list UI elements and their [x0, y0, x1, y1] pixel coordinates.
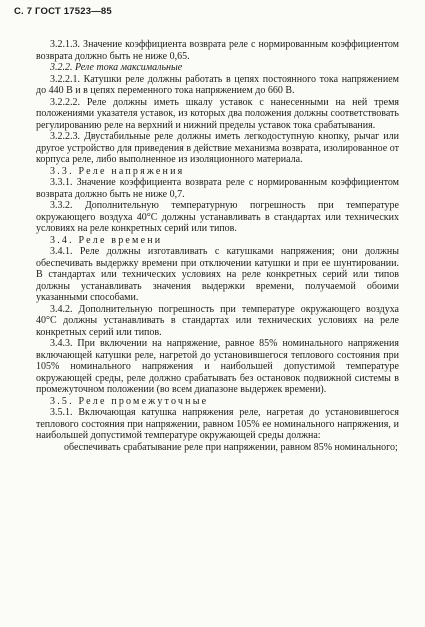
section-heading-3-5: 3.5. Реле промежуточные: [50, 395, 209, 407]
paragraph-3-5-1: 3.5.1. Включающая катушка напряжения реле, нагретая до установившегося теплового состояния при напряжении, равном 105% ее номинального напряжения, и наибольшей допустимой температуре окружающей среды должна:: [36, 407, 399, 441]
paragraph-3-2-2-1: 3.2.2.1. Катушки реле должны работать в цепях постоянного тока напряжением до 440 В и в цепях переменного тока напряжением до 660 В.: [36, 73, 399, 96]
document-body: [36, 39, 399, 453]
list-item-activation: обеспечивать срабатывание реле при напряжении, равном 85% номинального;: [64, 441, 398, 453]
section-heading-3-4: 3.4. Реле времени: [50, 234, 163, 246]
section-heading-3-3: 3.3. Реле напряжения: [50, 165, 185, 177]
paragraph-3-2-1-3: 3.2.1.3. Значение коэффициента возврата реле с нормированным коэффициентом возврата должно быть не ниже 0,65.: [36, 39, 399, 62]
running-header: С. 7 ГОСТ 17523—85: [14, 6, 112, 17]
paragraph-3-4-1: 3.4.1. Реле должны изготавливать с катушками напряжения; они должны обеспечивать выдержку времени при отключении катушки и при ее шунтировании. В стандартах или технических условиях на реле конкретных серий или типов должны устанавливать значения выдержки времени, получаемой обоими указанными способами.: [36, 246, 399, 303]
section-heading-3-2-2: 3.2.2. Реле тока максимальные: [50, 62, 183, 73]
paragraph-3-4-2: 3.4.2. Дополнительную погрешность при температуре окружающего воздуха 40°C должны устанавливать в стандартах или технических условиях на реле конкретных серий или типов.: [36, 303, 399, 338]
paragraph-3-2-2-3: 3.2.2.3. Двустабильные реле должны иметь легкодоступную кнопку, рычаг или другое устройство для приведения в действие механизма возврата, изолированное от корпуса реле, либо выполненное из изоляционного материала.: [36, 131, 399, 165]
paragraph-3-4-3: 3.4.3. При включении на напряжение, равное 85% номинального напряжения включающей катушки реле, нагретой до установившегося теплового состояния при 105% номинального напряжения и наибольшей допустимой температуре окружающей среды, реле должно срабатывать без остановок подвижной системы в промежуточном положении (во всем диапазоне выдержек времени).: [36, 338, 399, 395]
paragraph-3-2-2-2: 3.2.2.2. Реле должны иметь шкалу уставок с нанесенными на ней тремя положениями указателя уставок, из которых два положения должны соответствовать регулированию реле на верхний и нижний пределы уставок тока срабатывания.: [36, 96, 399, 131]
paragraph-3-3-2: 3.3.2. Дополнительную температурную погрешность при температуре окружающего воздуха 40°C должны устанавливать в стандартах или технических условиях на реле конкретных серий или типов.: [36, 200, 399, 234]
paragraph-3-3-1: 3.3.1. Значение коэффициента возврата реле с нормированным коэффициентом возврата должно быть не ниже 0,7.: [36, 177, 399, 200]
